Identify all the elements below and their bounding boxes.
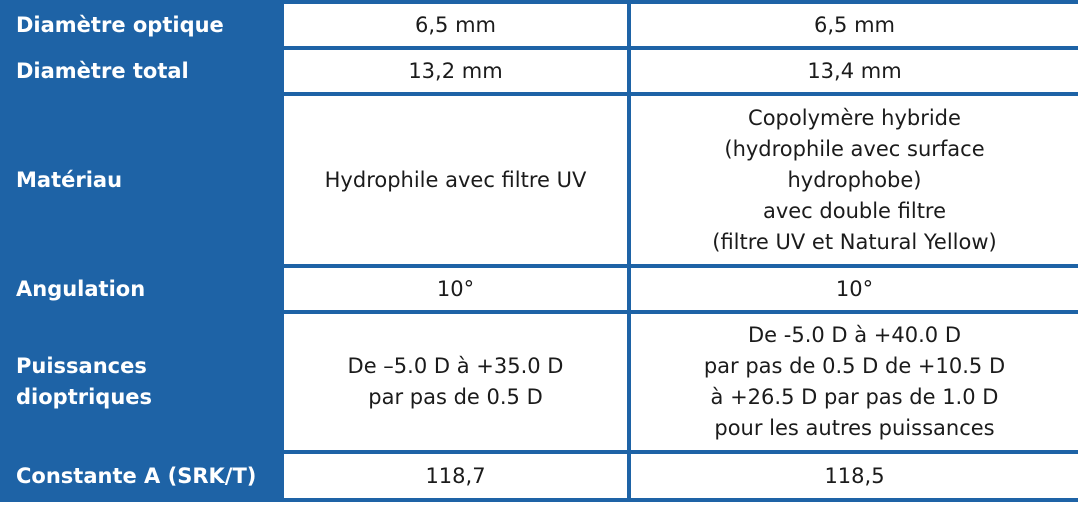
table-row bbox=[2, 48, 1078, 94]
value-line: 6,5 mm bbox=[415, 12, 496, 37]
value-line: par pas de 0.5 D bbox=[368, 385, 543, 409]
row-label-angulation bbox=[2, 266, 282, 312]
value-line: (hydrophile avec surface bbox=[724, 136, 985, 161]
table-row bbox=[2, 2, 1078, 48]
row-label-dioptric-powers bbox=[2, 312, 282, 452]
value-line: avec double filtre bbox=[762, 198, 947, 223]
value-line: 10° bbox=[436, 276, 475, 301]
cell-col1-dioptric-powers bbox=[282, 312, 629, 452]
cell-col1-angulation bbox=[282, 266, 629, 312]
cell-col1-optical-diameter bbox=[282, 2, 629, 48]
cell-col1-a-constant bbox=[282, 452, 629, 500]
value-line: à +26.5 D par pas de 1.0 D bbox=[710, 385, 999, 409]
cell-col1-material bbox=[282, 94, 629, 266]
value-line: 13,2 mm bbox=[408, 58, 503, 83]
value-line: Copolymère hybride bbox=[748, 105, 961, 130]
cell-col2-a-constant bbox=[629, 452, 1078, 500]
value-line: De –5.0 D à +35.0 D bbox=[347, 354, 564, 378]
value-line: 118,5 bbox=[824, 463, 885, 488]
row-label-total-diameter bbox=[2, 48, 282, 94]
label-line: Constante A (SRK/T) bbox=[16, 463, 257, 488]
row-label-optical-diameter bbox=[2, 2, 282, 48]
value-line: 118,7 bbox=[425, 463, 486, 488]
value-line: 6,5 mm bbox=[814, 12, 895, 37]
label-line: Puissances bbox=[16, 354, 147, 378]
label-line: Matériau bbox=[16, 167, 123, 192]
label-line: Diamètre optique bbox=[16, 12, 224, 37]
value-line: 13,4 mm bbox=[807, 58, 902, 83]
label-line: Diamètre total bbox=[16, 58, 189, 83]
value-line: hydrophobe) bbox=[787, 167, 922, 192]
cell-col2-angulation bbox=[629, 266, 1078, 312]
value-line: De -5.0 D à +40.0 D bbox=[747, 323, 961, 347]
cell-col2-total-diameter bbox=[629, 48, 1078, 94]
cell-col2-dioptric-powers bbox=[629, 312, 1078, 452]
value-line: par pas de 0.5 D de +10.5 D bbox=[703, 354, 1006, 378]
table-row bbox=[2, 94, 1078, 266]
value-line: 10° bbox=[835, 276, 874, 301]
cell-col2-material bbox=[629, 94, 1078, 266]
value-line: pour les autres puissances bbox=[714, 416, 995, 440]
label-line: dioptriques bbox=[16, 385, 153, 409]
value-line: Hydrophile avec filtre UV bbox=[324, 167, 587, 192]
label-line: Angulation bbox=[16, 276, 146, 301]
row-label-material bbox=[2, 94, 282, 266]
value-line: (filtre UV et Natural Yellow) bbox=[712, 229, 997, 254]
cell-col2-optical-diameter bbox=[629, 2, 1078, 48]
cell-col1-total-diameter bbox=[282, 48, 629, 94]
table-row bbox=[2, 452, 1078, 500]
row-label-a-constant bbox=[2, 452, 282, 500]
table-row bbox=[2, 312, 1078, 452]
table-row bbox=[2, 266, 1078, 312]
